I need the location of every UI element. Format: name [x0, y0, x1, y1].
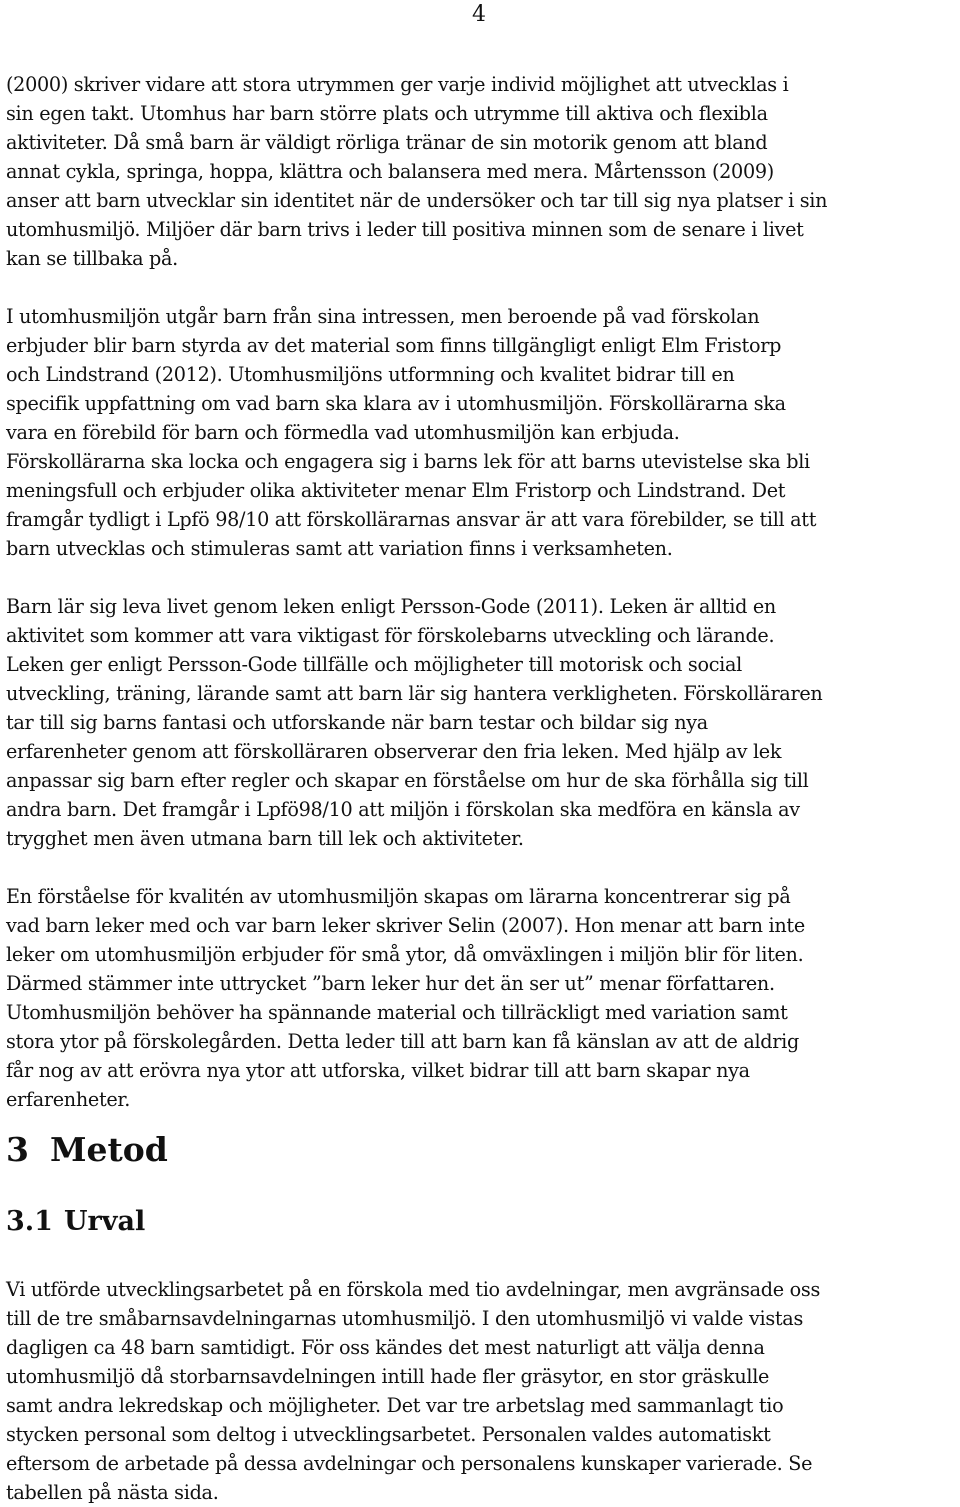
paragraph-urval: [6, 1275, 958, 1507]
heading-urval: [6, 1205, 145, 1239]
text-line: Därmed stämmer inte uttrycket ”barn leker hur det än ser ut” menar författaren.: [6, 972, 775, 995]
text-line: utomhusmiljö. Miljöer där barn trivs i leder till positiva minnen som de senare i livet: [6, 218, 804, 241]
text-line: tabellen på nästa sida.: [6, 1481, 219, 1504]
text-line: aktiviteter. Då små barn är väldigt rörliga tränar de sin motorik genom att bland: [6, 131, 768, 154]
text-line: stora ytor på förskolegården. Detta leder till att barn kan få känslan av att de aldrig: [6, 1030, 799, 1053]
body-text: [6, 70, 958, 1114]
text-line: utomhusmiljö då storbarnsavdelningen intill hade fler gräsytor, en stor gräskulle: [6, 1365, 770, 1388]
heading-title: Urval: [64, 1206, 146, 1237]
text-line: dagligen ca 48 barn samtidigt. För oss kändes det mest naturligt att välja denna: [6, 1336, 765, 1359]
text-line: anser att barn utvecklar sin identitet när de undersöker och tar till sig nya platser i sin: [6, 189, 828, 212]
text-line: aktivitet som kommer att vara viktigast för förskolebarns utveckling och lärande.: [6, 624, 775, 647]
heading-title: Metod: [50, 1130, 168, 1169]
text-line: framgår tydligt i Lpfö 98/10 att förskollärarnas ansvar är att vara förebilder, se till att: [6, 508, 817, 531]
text-line: erfarenheter genom att förskolläraren observerar den fria leken. Med hjälp av lek: [6, 740, 782, 763]
text-line: Barn lär sig leva livet genom leken enligt Persson-Gode (2011). Leken är alltid en: [6, 595, 776, 618]
text-line: Leken ger enligt Persson-Gode tillfälle och möjligheter till motorisk och social: [6, 653, 742, 676]
text-line: till de tre småbarnsavdelningarnas utomhusmiljö. I den utomhusmiljö vi valde vistas: [6, 1307, 803, 1330]
text-line: En förståelse för kvalitén av utomhusmiljön skapas om lärarna koncentrerar sig på: [6, 885, 791, 908]
paragraph-4: [6, 882, 958, 1114]
text-line: samt andra lekredskap och möjligheter. Det var tre arbetslag med sammanlagt tio: [6, 1394, 784, 1417]
text-line: meningsfull och erbjuder olika aktiviteter menar Elm Fristorp och Lindstrand. Det: [6, 479, 786, 502]
text-line: trygghet men även utmana barn till lek och aktiviteter.: [6, 827, 524, 850]
text-line: och Lindstrand (2012). Utomhusmiljöns utformning och kvalitet bidrar till en: [6, 363, 735, 386]
text-line: stycken personal som deltog i utvecklingsarbetet. Personalen valdes automatiskt: [6, 1423, 771, 1446]
paragraph-1: [6, 70, 958, 273]
text-line: andra barn. Det framgår i Lpfö98/10 att miljön i förskolan ska medföra en känsla av: [6, 798, 800, 821]
text-line: vad barn leker med och var barn leker skriver Selin (2007). Hon menar att barn inte: [6, 914, 805, 937]
text-line: I utomhusmiljön utgår barn från sina intressen, men beroende på vad förskolan: [6, 305, 760, 328]
text-line: erbjuder blir barn styrda av det material som finns tillgängligt enligt Elm Fristorp: [6, 334, 782, 357]
text-line: (2000) skriver vidare att stora utrymmen ger varje individ möjlighet att utvecklas i: [6, 73, 789, 96]
text-line: eftersom de arbetade på dessa avdelningar och personalens kunskaper varierade. Se: [6, 1452, 813, 1475]
text-line: vara en förebild för barn och förmedla vad utomhusmiljön kan erbjuda.: [6, 421, 680, 444]
text-line: utveckling, träning, lärande samt att barn lär sig hantera verkligheten. Förskolläraren: [6, 682, 823, 705]
text-line: Vi utförde utvecklingsarbetet på en förskola med tio avdelningar, men avgränsade oss: [6, 1278, 820, 1301]
text-line: annat cykla, springa, hoppa, klättra och balansera med mera. Mårtensson (2009): [6, 160, 774, 183]
text-line: Utomhusmiljön behöver ha spännande material och tillräckligt med variation samt: [6, 1001, 788, 1024]
text-line: får nog av att erövra nya ytor att utforska, vilket bidrar till att barn skapar nya: [6, 1059, 750, 1082]
text-line: anpassar sig barn efter regler och skapar en förståelse om hur de ska förhålla sig till: [6, 769, 809, 792]
urval-section: [6, 1275, 958, 1507]
text-line: tar till sig barns fantasi och utforskande när barn testar och bildar sig nya: [6, 711, 708, 734]
text-line: erfarenheter.: [6, 1088, 130, 1111]
page-number: 4: [472, 2, 486, 27]
heading-number: 3.1: [6, 1206, 53, 1237]
text-line: sin egen takt. Utomhus har barn större plats och utrymme till aktiva och flexibla: [6, 102, 768, 125]
paragraph-3: [6, 592, 958, 853]
text-line: kan se tillbaka på.: [6, 247, 178, 270]
text-line: specifik uppfattning om vad barn ska klara av i utomhusmiljön. Förskollärarna ska: [6, 392, 786, 415]
paragraph-2: [6, 302, 958, 563]
text-line: leker om utomhusmiljön erbjuder för små ytor, då omväxlingen i miljön blir för liten.: [6, 943, 804, 966]
heading-metod: [6, 1130, 168, 1170]
text-line: Förskollärarna ska locka och engagera sig i barns lek för att barns utevistelse ska bli: [6, 450, 810, 473]
text-line: barn utvecklas och stimuleras samt att variation finns i verksamheten.: [6, 537, 673, 560]
heading-number: 3: [6, 1130, 29, 1169]
